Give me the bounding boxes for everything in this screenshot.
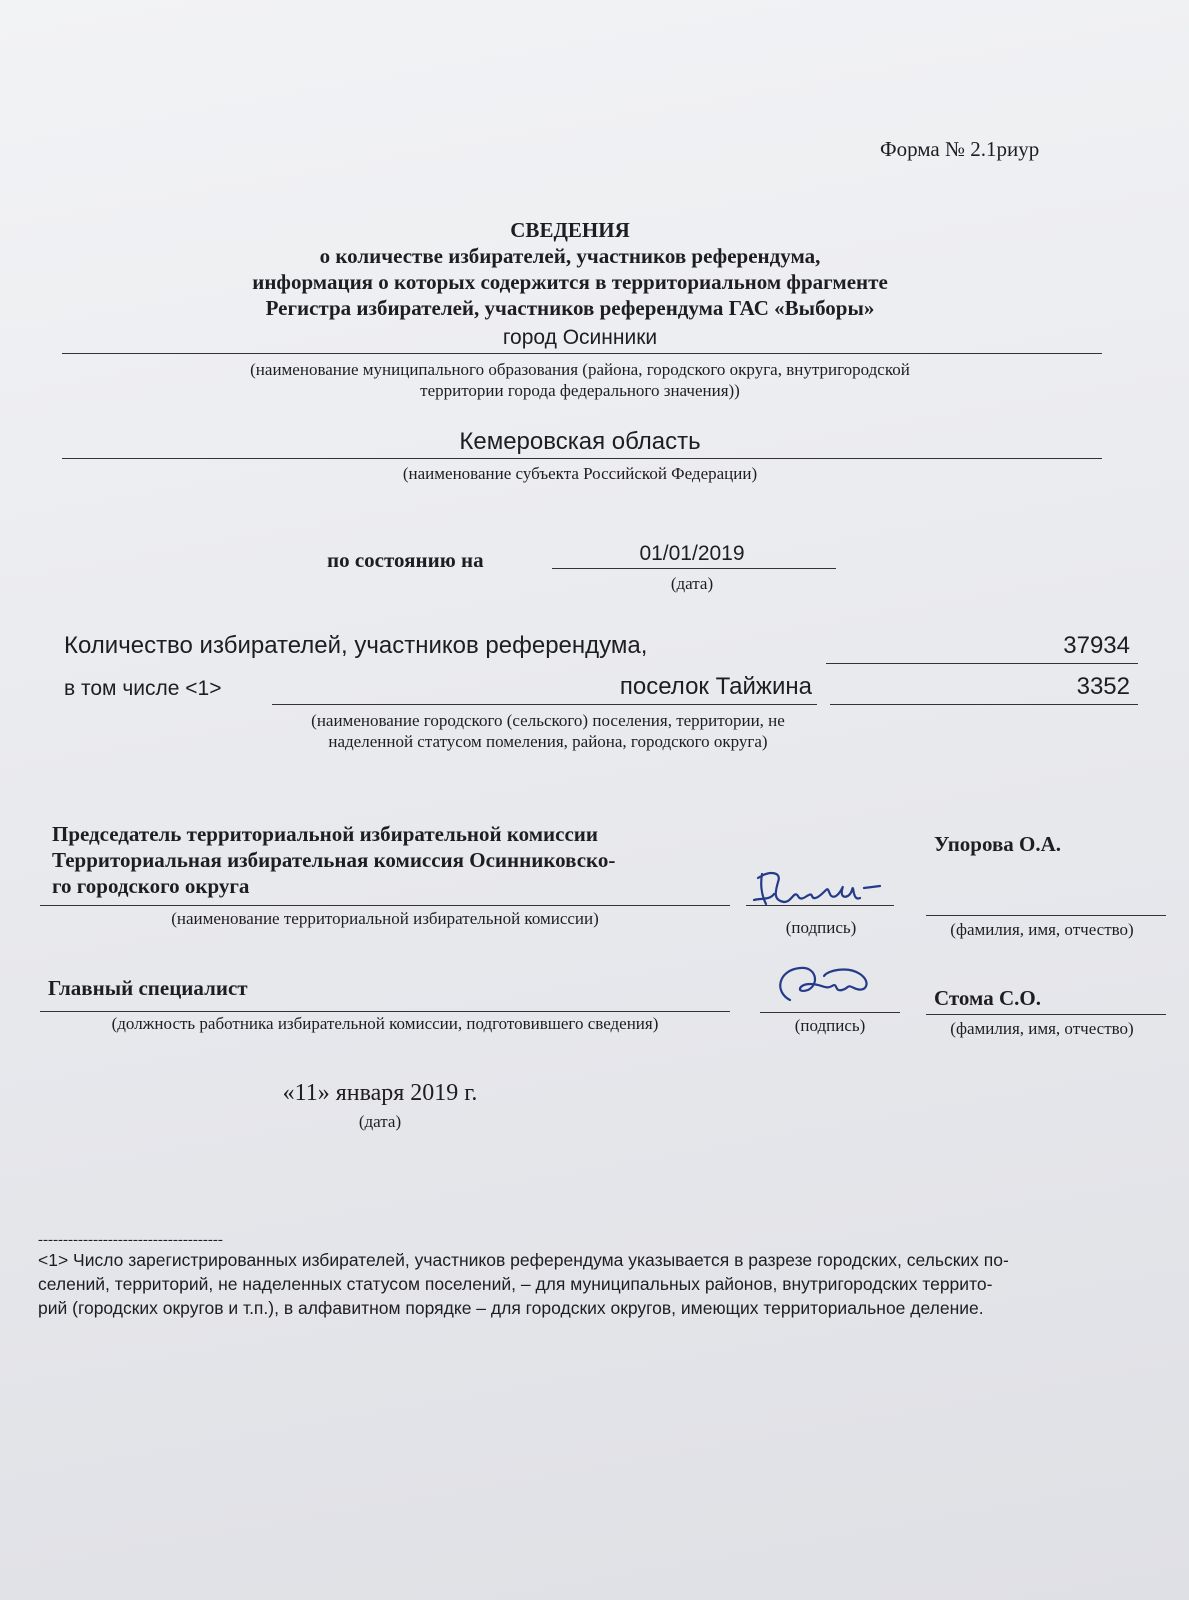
commission-caption: (наименование территориальной избирательной комиссии) (171, 909, 599, 928)
municipality-caption-2: территории города федерального значения)) (420, 381, 740, 400)
chairman-position-2: Территориальная избирательная комиссия Осинниковско- (52, 848, 616, 872)
specialist-position-underline (40, 1011, 730, 1012)
as-of-underline (552, 568, 836, 569)
municipality-caption-1: (наименование муниципального образования (района, городского округа, внутригородской (250, 360, 910, 379)
footnote-line-3: рий (городских округов и т.п.), в алфавитном порядке – для городских округов, имеющих территориальное деление. (38, 1298, 984, 1318)
specialist-name-underline (926, 1014, 1166, 1015)
title-line-1: о количестве избирателей, участников референдума, (319, 244, 821, 268)
settlement-count-value: 3352 (1076, 673, 1130, 700)
chairman-name-underline (926, 915, 1166, 916)
chairman-signature (748, 860, 888, 916)
as-of-label: по состоянию на (327, 548, 484, 572)
chairman-name: Упорова О.А. (934, 832, 1062, 856)
signing-date: «11» января 2019 г. (282, 1080, 478, 1106)
chairman-signature-caption: (подпись) (785, 918, 857, 937)
settlement-caption-1: (наименование городского (сельского) поселения, территории, не (311, 711, 785, 730)
specialist-signature (768, 960, 888, 1010)
chairman-signature-underline (746, 905, 894, 906)
total-count-label: Количество избирателей, участников референдума, (64, 632, 648, 659)
specialist-position: Главный специалист (48, 976, 248, 1000)
as-of-caption: (дата) (670, 574, 714, 593)
chairman-position-3: го городского округа (52, 874, 250, 898)
including-label: в том числе <1> (64, 677, 222, 700)
footnote-line-1: <1> Число зарегистрированных избирателей, участников референдума указывается в разрезе городских, сельских по- (38, 1250, 1009, 1270)
chairman-position-1: Председатель территориальной избирательной комиссии (52, 822, 598, 846)
total-count-value: 37934 (1063, 632, 1130, 659)
total-count-underline (826, 663, 1138, 664)
signing-date-caption: (дата) (358, 1112, 402, 1131)
specialist-name: Стома С.О. (934, 986, 1041, 1010)
footnote-line-2: селений, территорий, не наделенных статусом поселений, – для муниципальных районов, внутригородских террито- (38, 1274, 993, 1294)
as-of-date: 01/01/2019 (639, 542, 745, 565)
specialist-signature-underline (760, 1012, 900, 1013)
settlement-underline (272, 704, 817, 705)
specialist-signature-caption: (подпись) (794, 1016, 866, 1035)
form-number: Форма № 2.1риур (880, 137, 1040, 161)
commission-underline (40, 905, 730, 906)
specialist-position-caption: (должность работника избирательной комиссии, подготовившего сведения) (111, 1014, 659, 1033)
chairman-name-caption: (фамилия, имя, отчество) (950, 920, 1134, 939)
settlement-count-underline (830, 704, 1138, 705)
title-line-2: информация о которых содержится в территориальном фрагменте (252, 270, 888, 294)
subject-name: Кемеровская область (459, 428, 701, 455)
municipality-underline (62, 353, 1102, 354)
subject-caption: (наименование субъекта Российской Федерации) (402, 464, 758, 483)
specialist-name-caption: (фамилия, имя, отчество) (950, 1019, 1134, 1038)
document-heading: СВЕДЕНИЯ (510, 218, 630, 242)
settlement-caption-2: наделенной статусом помеления, района, городского округа) (328, 732, 768, 751)
municipality-name: город Осинники (502, 326, 658, 349)
settlement-name: поселок Тайжина (619, 673, 812, 700)
subject-underline (62, 458, 1102, 459)
title-line-3: Регистра избирателей, участников референдума ГАС «Выборы» (265, 296, 875, 320)
footnote-separator: ------------------------------------- (38, 1232, 223, 1248)
